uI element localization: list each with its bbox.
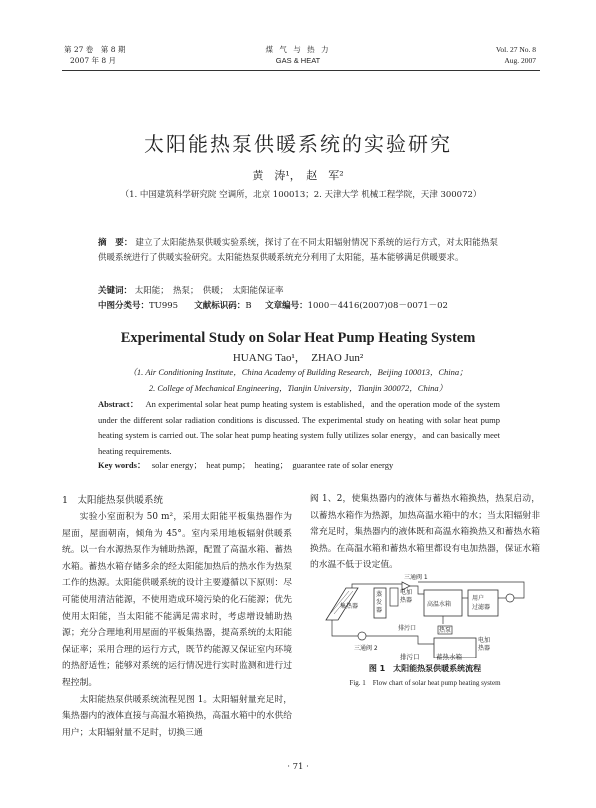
keywords-en <box>98 459 500 471</box>
pump-icon <box>358 632 366 640</box>
abstract-cn-label: 摘 要： <box>98 238 133 248</box>
label-heater2-b: 热器 <box>478 645 491 652</box>
article-no-label: 文章编号： <box>265 301 308 311</box>
section-heading: 1 太阳能热泵供暖系统 <box>62 495 164 506</box>
authors-cn: 黄 涛¹， 赵 军² <box>252 169 344 182</box>
abstract-en-text: An experimental solar heat pump heating system is established，and the operation mode of the system under the different solar radiation conditions is discussed. The experimental study on heating with solar heat pump heating system is carried out. The solar heat pump heating system fully utilizes solar energy，and can basically meet heating requirements. <box>98 399 500 456</box>
authors-en: HUANG Tao¹， ZHAO Jun² <box>232 352 364 364</box>
flow-chart-figure <box>318 574 536 658</box>
volume-cn: 第 27 卷 第 8 期 <box>64 45 126 54</box>
header-volume-date-en <box>496 44 536 66</box>
classification-line <box>98 299 518 311</box>
label-collector: 集热器 <box>340 603 359 610</box>
body-column-left <box>62 509 292 741</box>
cls-value: TU995 <box>149 301 179 311</box>
pump-icon <box>506 594 514 602</box>
body-paragraph: 实验小室面积为 50 m²，采用太阳能平板集热器作为屋面，屋面朝南，倾角为 45°。室内采用地板辐射供暖系统。以一台水源热泵作为辅助热源，配置了高温水箱、蓄热水箱。蓄热水箱存储多余的经太阳能加热后的热水作为热泵工作的热源。太阳能供暖系统的设计主要遵循以下原则：尽可能使用清洁能源，不使用造成环境污染的化石能源；优先使用太阳能，当太阳能不能满足需求时，考虑增设辅助热源；充分合理地利用屋面的平板集热器，提高系统的太阳能保证率；采用合理的运行方式，既节约能源又保证室内环境的热舒适性；能够对系统的运行情况进行实时监测和进行过程控制。 <box>62 512 292 688</box>
page-title: 太阳能热泵供暖系统的实验研究 <box>144 132 452 156</box>
label-heater-b: 热器 <box>400 597 413 604</box>
user-box <box>468 590 498 616</box>
article-no-value: 1000－4416(2007)08－0071－02 <box>307 301 448 311</box>
volume-en: Vol. 27 No. 8 <box>495 45 536 54</box>
keywords-cn-text: 太阳能； 热泵； 供暖； 太阳能保证率 <box>134 286 284 296</box>
label-evap-2: 发 <box>376 599 383 606</box>
label-drain2: 排污口 <box>400 653 420 661</box>
journal-name-cn: 煤 气 与 热 力 <box>265 45 331 54</box>
abstract-cn-text: 建立了太阳能热泵供暖实验系统，探讨了在不同太阳辐射情况下系统的运行方式，对太阳能热泵供暖系统进行了供暖实验研究。太阳能热泵供暖系统充分利用了太阳能，基本能够满足供暖要求。 <box>98 238 498 263</box>
page-number: · 71 · <box>287 762 309 772</box>
abstract-en <box>98 397 500 459</box>
affiliation-en-2: 2. College of Mechanical Engineering，Tianjin University，Tianjin 300072，China） <box>148 383 448 393</box>
affiliation-en-1: （1. Air Conditioning Institute，China Academy of Building Research，Beijing 100013，China； <box>128 367 468 377</box>
pipe <box>410 586 424 594</box>
label-valve1: 三通阀 1 <box>404 574 428 581</box>
journal-name-en: GAS & HEAT <box>275 56 321 65</box>
label-evap-1: 蒸 <box>376 591 383 598</box>
keywords-cn-label: 关键词： <box>98 286 133 296</box>
abstract-cn <box>98 236 498 266</box>
pipe <box>366 636 434 644</box>
label-filter: 过滤器 <box>472 604 491 611</box>
pipe <box>352 584 402 588</box>
title-en: Experimental Study on Solar Heat Pump Heating System <box>120 330 476 346</box>
figure-caption-cn: 图 1 太阳能热泵供暖系统流程 <box>368 664 482 673</box>
cls-label: 中图分类号： <box>98 301 150 311</box>
body-paragraph: 太阳能热泵供暖系统流程见图 1。太阳辐射量充足时，集热器内的液体直接与高温水箱换热，高温水箱中的水供给用户；太阳辐射量不足时，切换三通 <box>62 694 292 738</box>
label-heater2-a: 电加 <box>478 637 491 644</box>
doc-code-label: 文献标识码： <box>194 301 246 311</box>
figure-caption-en: Fig. 1 Flow chart of solar heat pump heating system <box>349 679 501 687</box>
affiliations-cn: （1. 中国建筑科学研究院 空调所，北京 100013；2. 天津大学 机械工程学院，天津 300072） <box>120 190 482 200</box>
abstract-en-label: Abstract： <box>98 399 139 409</box>
label-hot-tank: 高温水箱 <box>427 601 452 608</box>
label-heater-a: 电加 <box>400 589 413 596</box>
keywords-en-text: solar energy； heat pump； heating； guarantee rate of solar energy <box>151 460 394 470</box>
keywords-en-label: Key words： <box>98 460 146 470</box>
date-cn: 2007 年 8 月 <box>70 56 117 65</box>
heater-coil <box>390 588 398 606</box>
doc-code-value: B <box>245 301 252 311</box>
label-drain1: 排污口 <box>398 625 417 632</box>
body-column-right <box>310 491 540 574</box>
pipe <box>332 620 358 636</box>
label-storage-tank: 蓄热水箱 <box>436 653 462 661</box>
label-heat-pump: 热泵 <box>439 627 452 634</box>
header-rule <box>62 70 540 71</box>
body-paragraph: 阀 1、2，使集热器内的液体与蓄热水箱换热，热泵启动，以蓄热水箱作为热源，加热高温水箱中的水；当太阳辐射非常充足时，集热器内的液体既和高温水箱换热又和蓄热水箱换热。在高温水箱和蓄热水箱里都设有电加热器，保证水箱的水温不低于设定值。 <box>310 494 540 571</box>
label-user: 用户 <box>472 595 485 602</box>
keywords-cn <box>98 284 498 296</box>
date-en: Aug. 2007 <box>504 56 536 65</box>
label-evap-3: 器 <box>376 607 383 614</box>
label-valve2: 三通阀 2 <box>354 645 378 652</box>
